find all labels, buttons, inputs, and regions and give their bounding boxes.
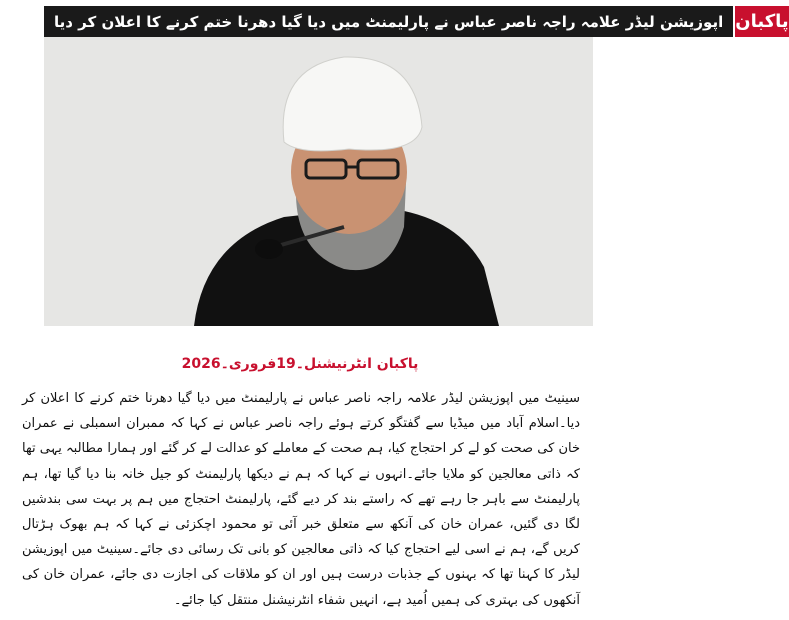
headline-bar <box>44 6 789 37</box>
brand-logo[interactable]: پاکبان <box>733 6 788 37</box>
headline-text[interactable]: اپوزیشن لیڈر علامہ راجہ ناصر عباس نے پارلیمنٹ میں دیا گیا دھرنا ختم کرنے کا اعلان کر دیا <box>44 6 733 37</box>
microphone-icon <box>255 239 283 259</box>
portrait-illustration <box>44 37 593 326</box>
dateline: پاکبان انٹرنیشنل۔19فروری۔2026 <box>181 356 419 372</box>
article-body: سینیٹ میں اپوزیشن لیڈر علامہ راجہ ناصر عباس نے پارلیمنٹ میں دیا گیا دھرنا ختم کرنے کا اعلان کر دیا۔اسلام آباد میں میڈیا سے گفتگو کرتے ہوئے راجہ ناصر عباس نے کہا کہ ممبران اسمبلی نے عمران خان کی صحت کو لے کر احتجاج کیا، ہم صحت کے معاملے کو عدالت لے کر گئے اور ہمارا مطالبہ یہی تھا کہ ذاتی معالجین کو ملایا جائے۔انہوں نے کہا کہ ہم نے دیکھا پارلیمنٹ کو جیل خانہ بنا دیا گیا تھا، ہم پارلیمنٹ سے باہر جا رہے تھے کہ راستے بند کر دیے گئے، پارلیمنٹ احتجاج میں ہم پر بہت سی بندشیں لگا دی گئیں، عمران خان کی آنکھ سے متعلق خبر آئی تو محمود اچکزئی نے کہا کہ ہم بھوک ہڑتال کریں گے، ہم نے اسی لیے احتجاج کیا کہ ذاتی معالجین کو بانی تک رسائی دی جائے۔سینیٹ میں اپوزیشن لیڈر کا کہنا تھا کہ بہنوں کے جذبات درست ہیں اور ان کو ملاقات کی اجازت دی جائے، عمران خان کی آنکھوں کی بہتری کی ہمیں اُمید ہے، انہیں شفاء انٹرنیشنل منتقل کیا جائے۔ <box>22 391 580 608</box>
article-photo <box>44 37 593 326</box>
